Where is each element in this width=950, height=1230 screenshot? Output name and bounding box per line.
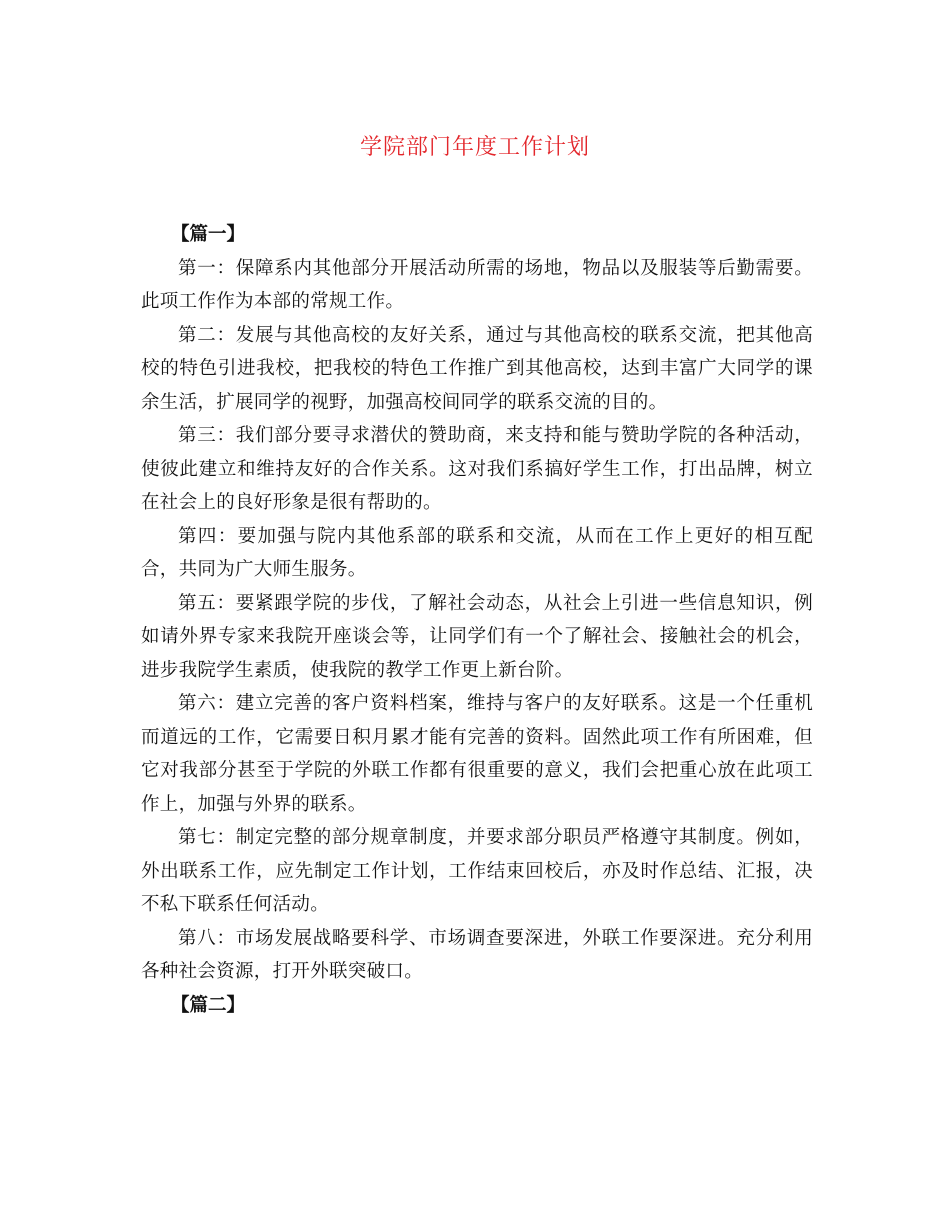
paragraph-2: 第二：发展与其他高校的友好关系，通过与其他高校的联系交流，把其他高校的特色引进我校，把我校的特色工作推广到其他高校，达到丰富广大同学的课余生活，扩展同学的视野，加强高校间同学的联系交流的目的。 [141,324,813,413]
document-body [141,218,813,1022]
paragraph-8: 第八：市场发展战略要科学、市场调查要深进，外联工作要深进。充分利用各种社会资源，打开外联突破口。 [141,927,813,982]
paragraph-4: 第四：要加强与院内其他系部的联系和交流，从而在工作上更好的相互配合，共同为广大师生服务。 [141,525,813,580]
paragraph-5: 第五：要紧跟学院的步伐，了解社会动态，从社会上引进一些信息知识，例如请外界专家来我院开座谈会等，让同学们有一个了解社会、接触社会的机会，进步我院学生素质，使我院的教学工作更上新台阶。 [141,592,813,681]
paragraph-1: 第一：保障系内其他部分开展活动所需的场地，物品以及服装等后勤需要。此项工作作为本部的常规工作。 [141,257,813,312]
section-heading-1: 【篇一】 [171,224,246,245]
paragraph-3: 第三：我们部分要寻求潜伏的赞助商，来支持和能与赞助学院的各种活动，使彼此建立和维持友好的合作关系。这对我们系搞好学生工作，打出品牌，树立在社会上的良好形象是很有帮助的。 [141,425,813,513]
paragraph-7: 第七：制定完整的部分规章制度，并要求部分职员严格遵守其制度。例如，外出联系工作，应先制定工作计划，工作结束回校后，亦及时作总结、汇报，决不私下联系任何活动。 [141,827,813,915]
section-heading-2: 【篇二】 [171,994,246,1016]
paragraph-6: 第六：建立完善的客户资料档案，维持与客户的友好联系。这是一个任重机而道远的工作，它需要日积月累才能有完善的资料。固然此项工作有所困难，但它对我部分甚至于学院的外联工作都有很重要的意义，我们会把重心放在此项工作上，加强与外界的联系。 [141,693,813,815]
document-title: 学院部门年度工作计划 [359,135,590,160]
